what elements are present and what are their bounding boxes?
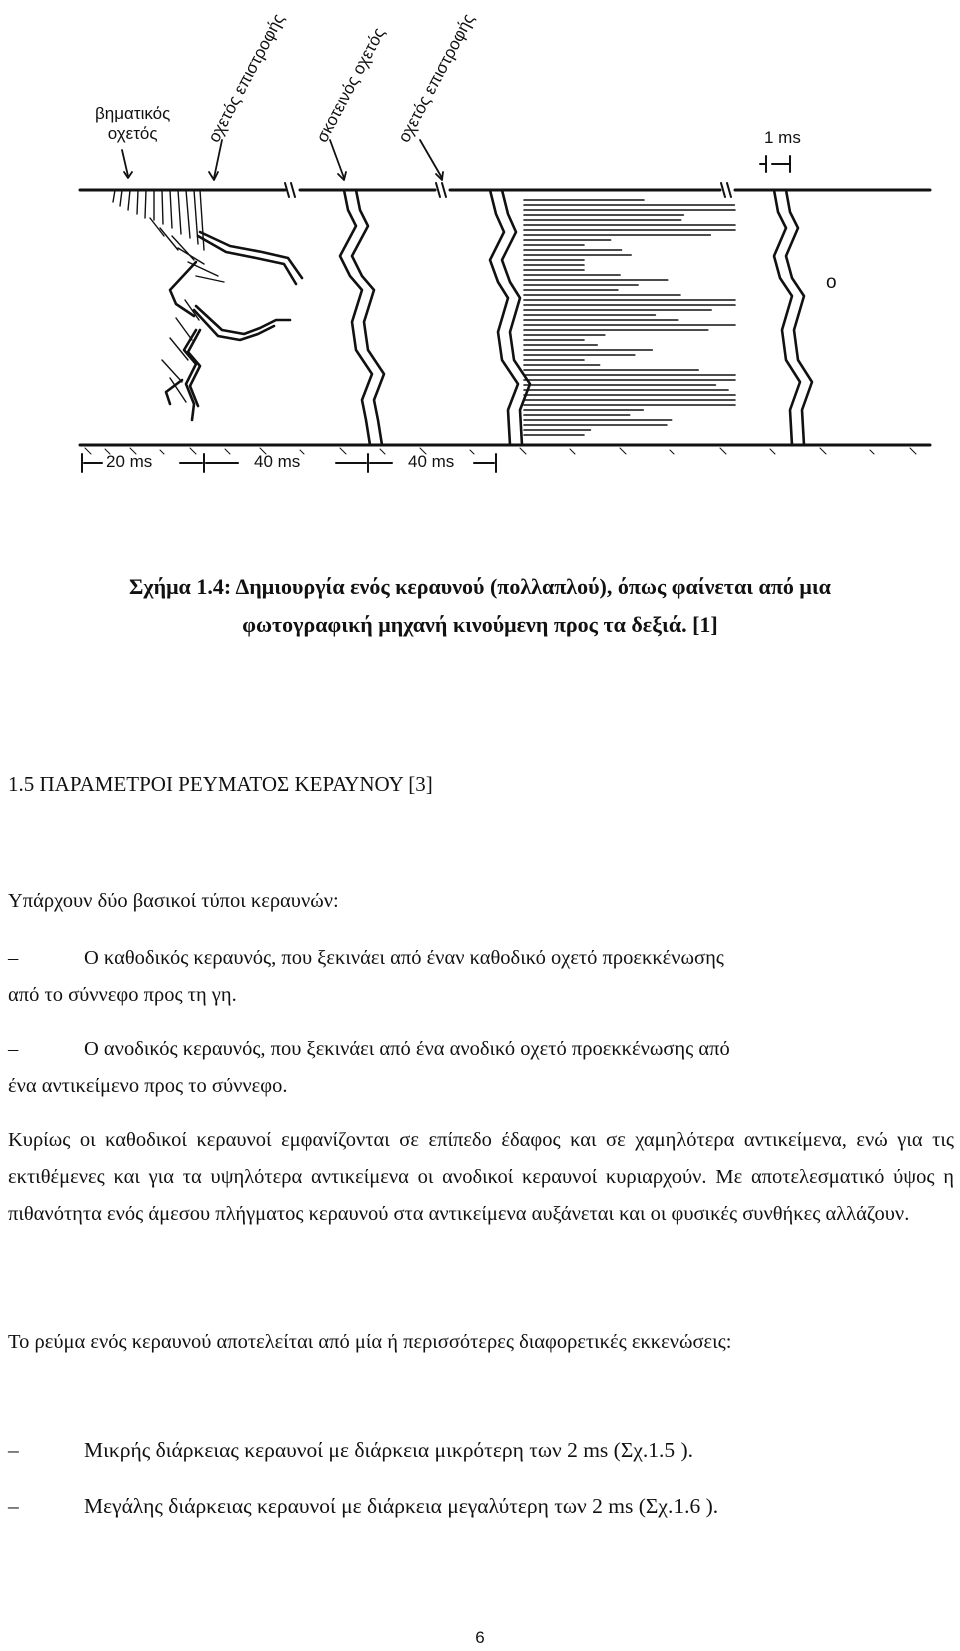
time-label-1: 20 ms xyxy=(106,452,153,471)
return-stroke-label-1: οχετός επιστροφής xyxy=(204,10,289,146)
intro-paragraph: Υπάρχουν δύο βασικοί τύποι κεραυνών: xyxy=(8,890,339,912)
return-stroke-1 xyxy=(340,190,384,445)
bullet-dash: – xyxy=(8,947,19,969)
ms-marker xyxy=(760,156,790,172)
bullet-item-1 xyxy=(8,940,954,1014)
dart-leader-channel xyxy=(774,190,812,445)
stepped-leader-label-line1: βηματικός xyxy=(95,104,171,123)
o-mark: o xyxy=(826,272,837,293)
return-stroke-label-2: οχετός επιστροφής xyxy=(394,10,479,146)
bullet-text: Μικρής διάρκειας κεραυνοί με διάρκεια μικρότερη των 2 ms (Σχ.1.5 ). xyxy=(84,1438,694,1462)
bullet-text-line1: Ο καθοδικός κεραυνός, που ξεκινάει από έναν καθοδικό οχετό προεκκένωσης xyxy=(84,947,724,969)
stepped-leader-label-line2: οχετός xyxy=(107,124,158,143)
stepped-leader-label xyxy=(95,104,170,144)
stepped-leader-branches xyxy=(166,232,302,420)
caption-line-1: Σχήμα 1.4: Δημιουργία ενός κεραυνού (πολλαπλού), όπως φαίνεται από μια xyxy=(129,574,831,599)
figure-caption xyxy=(0,568,960,644)
bullet-dash: – xyxy=(8,1038,19,1060)
ground-hatch xyxy=(85,448,916,454)
time-label-3: 40 ms xyxy=(408,452,455,471)
body-paragraph-2: Το ρεύμα ενός κεραυνού αποτελείται από μία ή περισσότερες διαφορετικές εκκενώσεις: xyxy=(8,1331,732,1353)
return-stroke-2 xyxy=(490,190,530,445)
ms-label: 1 ms xyxy=(764,128,801,147)
time-label-2: 40 ms xyxy=(254,452,301,471)
caption-line-2: φωτογραφική μηχανή κινούμενη προς τα δεξιά. [1] xyxy=(242,612,718,637)
bullet-dash: – xyxy=(8,1438,19,1462)
bullet-item-3 xyxy=(8,1432,954,1469)
section-heading: 1.5 ΠΑΡΑΜΕΤΡΟΙ ΡΕΥΜΑΤΟΣ ΚΕΡΑΥΝΟΥ [3] xyxy=(8,772,433,796)
bullet-dash: – xyxy=(8,1494,19,1518)
bullet-text-line2: ένα αντικείμενο προς το σύννεφο. xyxy=(8,1075,288,1097)
body-paragraph-1: Κυρίως οι καθοδικοί κεραυνοί εμφανίζονται σε επίπεδο έδαφος και σε χαμηλότερα αντικείμενα, ενώ για τις εκτιθέμενες και για τα υψηλότερα αντικείμενα οι ανοδικοί κεραυνοί κυριαρχούν. Με αποτελεσματικό ύψος η πιθανότητα ενός άμεσου πλήγματος κεραυνού στα αντικείμενα αυξάνεται και οι φυσικές συνθήκες αλλάζουν. xyxy=(8,1129,954,1225)
lightning-figure xyxy=(0,0,960,560)
luminosity-streaks xyxy=(524,200,735,435)
bullet-text-line1: Ο ανοδικός κεραυνός, που ξεκινάει από ένα ανοδικό οχετό προεκκένωσης από xyxy=(84,1038,730,1060)
bullet-item-4 xyxy=(8,1488,954,1525)
lightning-diagram xyxy=(0,0,960,560)
page-number: 6 xyxy=(475,1628,485,1647)
bullet-text: Μεγάλης διάρκειας κεραυνοί με διάρκεια μεγαλύτερη των 2 ms (Σχ.1.6 ). xyxy=(84,1494,719,1518)
bullet-text-line2: από το σύννεφο προς τη γη. xyxy=(8,984,237,1006)
dart-leader-label: σκοτεινός οχετός xyxy=(312,24,389,146)
stepped-leader-steps xyxy=(113,190,224,402)
bullet-item-2 xyxy=(8,1031,954,1105)
label-arrows xyxy=(122,140,443,180)
